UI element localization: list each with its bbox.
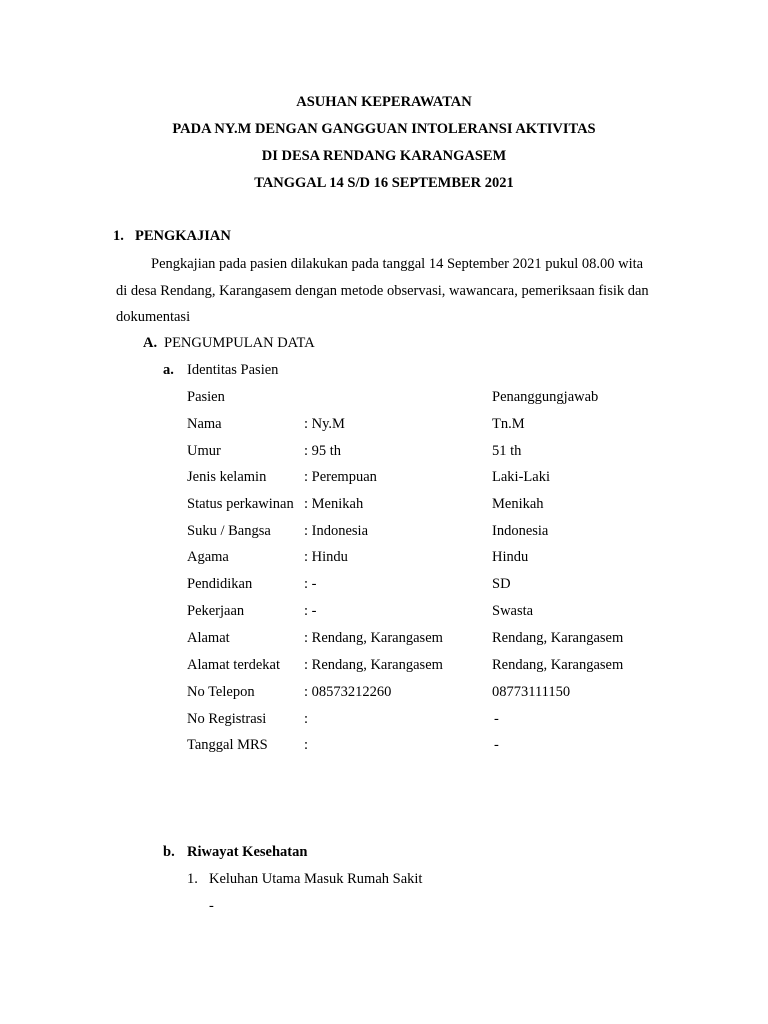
row-penanggung-value: Laki-Laki <box>492 469 550 485</box>
row-label: Agama <box>187 549 229 565</box>
row-pasien-value: : Menikah <box>304 496 364 512</box>
row-pasien-value: : 95 th <box>304 443 342 459</box>
table-row <box>0 658 768 678</box>
table-row <box>0 524 768 544</box>
item-letter: b. <box>163 844 175 860</box>
table-row <box>0 470 768 490</box>
row-label: No Registrasi <box>187 711 267 727</box>
paragraph-line: Pengkajian pada pasien dilakukan pada tanggal 14 September 2021 pukul 08.00 wita <box>151 256 644 272</box>
doc-title-line2: PADA NY.M DENGAN GANGGUAN INTOLERANSI AKTIVITAS <box>172 121 596 137</box>
row-penanggung-value: 51 th <box>492 443 522 459</box>
row-penanggung-value: Indonesia <box>492 523 549 539</box>
row-label: Nama <box>187 416 222 432</box>
row-penanggung-value: - <box>494 711 499 727</box>
row-penanggung-value: SD <box>492 576 511 592</box>
doc-title-line3: DI DESA RENDANG KARANGASEM <box>261 148 507 164</box>
table-row <box>0 712 768 732</box>
row-label: No Telepon <box>187 684 255 700</box>
row-penanggung-value: - <box>494 737 499 753</box>
paragraph-line: di desa Rendang, Karangasem dengan metode observasi, wawancara, pemeriksaan fisik dan <box>116 283 649 299</box>
row-label: Tanggal MRS <box>187 737 268 753</box>
table-row <box>0 685 768 705</box>
item-title: Riwayat Kesehatan <box>187 844 308 860</box>
row-label: Umur <box>187 443 221 459</box>
subsection-title: PENGUMPULAN DATA <box>164 335 315 351</box>
row-pasien-value: : Rendang, Karangasem <box>304 630 443 646</box>
row-pasien-value: : Perempuan <box>304 469 377 485</box>
column-header-penanggungjawab: Penanggungjawab <box>492 389 599 405</box>
row-pasien-value: : <box>304 711 309 727</box>
section-title: PENGKAJIAN <box>135 228 231 244</box>
sub-item-title: Keluhan Utama Masuk Rumah Sakit <box>209 871 423 887</box>
item-letter: a. <box>163 362 174 378</box>
row-label: Suku / Bangsa <box>187 523 271 539</box>
sub-item-value: - <box>209 898 214 914</box>
section-number: 1. <box>113 228 124 244</box>
table-row <box>0 550 768 570</box>
row-pasien-value: : 08573212260 <box>304 684 392 700</box>
row-penanggung-value: Rendang, Karangasem <box>492 657 624 673</box>
table-row <box>0 738 768 758</box>
table-row <box>0 497 768 517</box>
table-row <box>0 417 768 437</box>
doc-title-line4: TANGGAL 14 S/D 16 SEPTEMBER 2021 <box>254 175 514 191</box>
row-pasien-value: : Ny.M <box>304 416 345 432</box>
row-pasien-value: : Indonesia <box>304 523 369 539</box>
sub-item-number: 1. <box>187 871 198 887</box>
column-header-pasien: Pasien <box>187 389 225 405</box>
item-title: Identitas Pasien <box>187 362 279 378</box>
row-label: Pendidikan <box>187 576 253 592</box>
paragraph-line: dokumentasi <box>116 309 191 325</box>
row-pasien-value: : - <box>304 576 317 592</box>
row-pasien-value: : Rendang, Karangasem <box>304 657 443 673</box>
row-label: Pekerjaan <box>187 603 245 619</box>
row-label: Jenis kelamin <box>187 469 267 485</box>
table-row <box>0 577 768 597</box>
doc-title-line1: ASUHAN KEPERAWATAN <box>296 94 472 110</box>
row-pasien-value: : Hindu <box>304 549 348 565</box>
row-pasien-value: : <box>304 737 309 753</box>
row-penanggung-value: Rendang, Karangasem <box>492 630 624 646</box>
subsection-letter: A. <box>143 335 158 351</box>
row-penanggung-value: Swasta <box>492 603 534 619</box>
table-row <box>0 604 768 624</box>
row-label: Status perkawinan <box>187 496 294 512</box>
table-row <box>0 444 768 464</box>
row-penanggung-value: 08773111150 <box>492 684 571 700</box>
row-pasien-value: : - <box>304 603 317 619</box>
row-penanggung-value: Tn.M <box>492 416 525 432</box>
row-label: Alamat terdekat <box>187 657 280 673</box>
table-row <box>0 631 768 651</box>
row-penanggung-value: Menikah <box>492 496 544 512</box>
row-label: Alamat <box>187 630 230 646</box>
row-penanggung-value: Hindu <box>492 549 529 565</box>
